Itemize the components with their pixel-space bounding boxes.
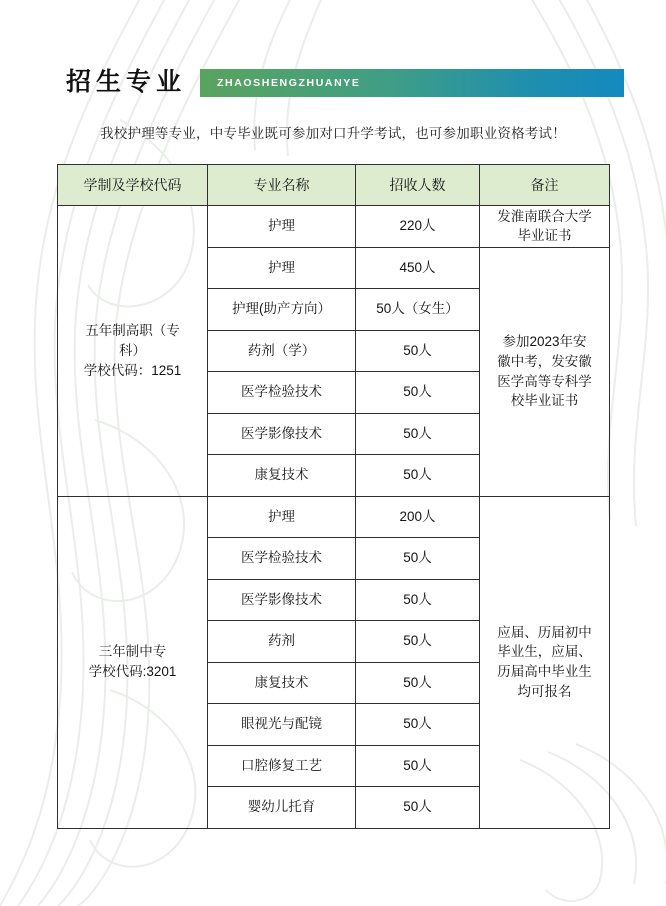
- table-row: [58, 496, 610, 538]
- column-header-program-code: 学制及学校代码: [58, 165, 208, 206]
- remark-line-4: 均可报名: [517, 683, 572, 699]
- remark-line-2: 毕业证书: [517, 228, 572, 244]
- major-name: 医学影像技术: [208, 413, 356, 455]
- major-name: 医学检验技术: [208, 538, 356, 580]
- majors-table: [57, 164, 610, 829]
- remark-line-3: 医学高等专科学: [497, 373, 592, 389]
- remark-line-1: 发淮南联合大学: [497, 208, 592, 224]
- group-label-line-2: 学校代码:3201: [88, 664, 177, 679]
- header-pinyin-label: ZHAOSHENGZHUANYE: [217, 77, 361, 89]
- group-label-line-3: 学校代码：1251: [83, 362, 182, 378]
- major-name: 护理(助产方向）: [208, 289, 356, 331]
- group-label-line-1: 五年制高职（专: [85, 323, 180, 339]
- remark-line-1: 应届、历届初中: [497, 624, 592, 640]
- enrollment-count: 50人: [356, 662, 480, 704]
- column-header-major-name: 专业名称: [208, 165, 356, 206]
- enrollment-count: 50人: [356, 330, 480, 372]
- major-name: 护理: [208, 206, 356, 248]
- remark-line-3: 历届高中毕业生: [497, 664, 592, 679]
- group-label-three-year: [58, 496, 208, 828]
- section-header: [66, 66, 666, 100]
- remark-cell: [480, 496, 610, 828]
- group-label-line-2: 科）: [119, 342, 146, 358]
- majors-table-container: [57, 164, 609, 829]
- page-title: 招生专业: [66, 69, 187, 96]
- enrollment-count: 50人: [356, 787, 480, 829]
- enrollment-count: 450人: [356, 247, 480, 289]
- header-banner-bar: [200, 69, 624, 97]
- major-name: 医学影像技术: [208, 579, 356, 621]
- major-name: 药剂: [208, 621, 356, 663]
- major-name: 护理: [208, 247, 356, 289]
- enrollment-count: 50人: [356, 579, 480, 621]
- major-name: 婴幼儿托育: [208, 787, 356, 829]
- remark-cell: [480, 247, 610, 496]
- column-header-remark: 备注: [480, 165, 610, 206]
- major-name: 康复技术: [208, 455, 356, 497]
- major-name: 药剂（学）: [208, 330, 356, 372]
- remark-line-4: 校毕业证书: [510, 393, 579, 409]
- major-name: 护理: [208, 496, 356, 538]
- table-header-row: [58, 165, 610, 206]
- major-name: 口腔修复工艺: [208, 745, 356, 787]
- enrollment-count: 50人: [356, 413, 480, 455]
- enrollment-count: 50人: [356, 455, 480, 497]
- enrollment-count: 50人: [356, 745, 480, 787]
- enrollment-count: 50人（女生）: [356, 289, 480, 331]
- table-row: [58, 206, 610, 248]
- group-label-five-year: [58, 206, 208, 497]
- group-label-line-1: 三年制中专: [98, 644, 167, 660]
- major-name: 康复技术: [208, 662, 356, 704]
- enrollment-count: 50人: [356, 538, 480, 580]
- enrollment-count: 50人: [356, 372, 480, 414]
- intro-text: 我校护理等专业，中专毕业既可参加对口升学考试，也可参加职业资格考试！: [100, 126, 566, 141]
- remark-line-2: 徽中考，发安徽: [497, 353, 592, 369]
- major-name: 医学检验技术: [208, 372, 356, 414]
- enrollment-count: 200人: [356, 496, 480, 538]
- remark-cell: [480, 206, 610, 248]
- enrollment-count: 220人: [356, 206, 480, 248]
- remark-line-1: 参加2023年安: [502, 334, 587, 350]
- column-header-enrollment: 招收人数: [356, 165, 480, 206]
- enrollment-count: 50人: [356, 621, 480, 663]
- major-name: 眼视光与配镜: [208, 704, 356, 746]
- remark-line-2: 毕业生，应届、: [497, 644, 592, 660]
- enrollment-count: 50人: [356, 704, 480, 746]
